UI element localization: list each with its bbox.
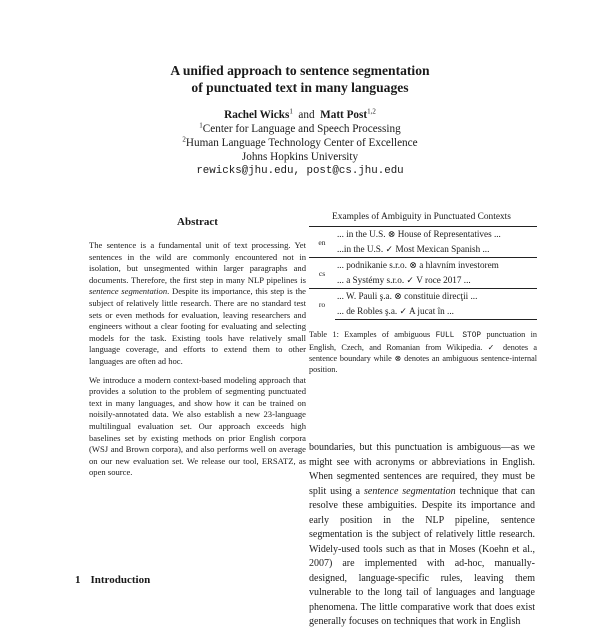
- title-line-1: A unified approach to sentence segmentation: [170, 63, 430, 78]
- lang-cell: cs: [309, 258, 335, 289]
- abstract-text: The sentence is a fundamental unit of text processing. Yet sentences in the wild are commonly encountered not in isolation, but unsegmented within larger paragraphs and documents. Therefore, the first step in many NLP pipelines is: [89, 240, 306, 285]
- author-block: [0, 108, 600, 178]
- example-cell: ...in the U.S. ✓ Most Mexican Spanish ...: [337, 244, 490, 254]
- affiliation-line: [0, 136, 600, 150]
- author-name: Matt Post: [320, 109, 368, 121]
- table-row: [309, 258, 537, 274]
- section-number: 1: [75, 574, 81, 586]
- example-cell: ... a Systémy s.r.o. ✓ V roce 2017 ...: [337, 275, 471, 285]
- author-line: [0, 108, 600, 122]
- abstract-text: . Despite its importance, this step is the subject of relatively little research. There are no standard test sets or even methods for evaluation, leaving researchers and engineers without a clear footing for evaluating and selecting models for the task. Existing tools have relatively small language coverage, and efforts to extend them to other languages are often ad hoc.: [89, 286, 306, 366]
- table-figure: [309, 212, 537, 375]
- lang-cell: en: [309, 227, 335, 258]
- caption-code: FULL STOP: [435, 332, 482, 340]
- intro-body-text: [309, 441, 535, 630]
- title-line-2: of punctuated text in many languages: [191, 80, 409, 95]
- body-paragraph: [309, 441, 535, 630]
- example-cell: ... de Robles ş.a. ✓ A jucat în ...: [335, 304, 537, 320]
- section-heading: [75, 574, 150, 586]
- table-row: [309, 227, 537, 243]
- table-row: [309, 289, 537, 305]
- body-text: boundaries, but this punctuation is ambiguous—as we might see with acronyms or abbreviations in English. When segmented sentences are required, they must be split using a: [309, 442, 535, 497]
- paper-title: [0, 62, 600, 96]
- abstract-paragraph: [89, 240, 306, 368]
- example-cell: ... podnikanie s.r.o. ⊗ a hlavním investorem: [335, 258, 537, 274]
- author-name: Rachel Wicks: [224, 109, 290, 121]
- lang-cell: ro: [309, 289, 335, 320]
- author-superscript: 1,2: [367, 107, 376, 116]
- body-text: technique that can resolve these ambiguities. Despite its importance and early position in the NLP pipeline, sentence segmentation is the subject of relatively little research. Widely-used tools such as that in Moses (Koehn et al., 2007) are implemented with ad-hoc, manually-designed, language-specific rules, leaving them vulnerable to the long tail of languages and language phenomena. The little comparative work that does exist generally focuses on techniques that work in English: [309, 485, 536, 627]
- table-row: [309, 273, 537, 289]
- abstract-paragraph: We introduce a modern context-based modeling approach that provides a solution to the problem of segmenting punctuated text in many languages, and show how it can be trained on noisily-annotated data. We also establish a new 23-language multilingual evaluation set. Our approach exceeds high baselines set by existing methods on prior English corpora (WSJ and Brown corpora), and also performs well on average on our new evaluation set. We release our tool, ERSATZ, as open source.: [89, 374, 306, 478]
- institution: Johns Hopkins University: [241, 151, 359, 163]
- ambiguity-table: [309, 226, 537, 320]
- table-row: [309, 242, 537, 258]
- affiliation-superscript: 2: [182, 135, 186, 144]
- author-conjunction: and: [298, 109, 315, 121]
- abstract-heading: Abstract: [177, 216, 218, 228]
- affiliation: Center for Language and Speech Processing: [202, 123, 401, 135]
- affiliation-superscript: 1: [199, 121, 203, 130]
- example-cell: ... W. Pauli ş.a. ⊗ constituie direcţii ...: [335, 289, 537, 305]
- abstract-section: [89, 216, 306, 486]
- body-emphasis: sentence segmentation: [363, 485, 456, 497]
- affiliation-line: [0, 122, 600, 136]
- affiliation: Human Language Technology Center of Excellence: [185, 137, 418, 149]
- caption-text: Table 1: Examples of ambiguous: [309, 330, 436, 339]
- table-caption: [309, 329, 537, 375]
- abstract-emphasis: sentence segmentation: [89, 286, 168, 297]
- caption-text: punctuation in English, Czech, and Romanian from Wikipedia. ✓ denotes a sentence boundary while ⊗ denotes an ambiguous sentence-internal position.: [309, 330, 537, 374]
- author-superscript: 1: [289, 107, 293, 116]
- table-row: [309, 304, 537, 320]
- author-emails: rewicks@jhu.edu, post@cs.jhu.edu: [196, 165, 404, 177]
- example-cell: ... in the U.S. ⊗ House of Representatives ...: [335, 227, 537, 243]
- table-title: Examples of Ambiguity in Punctuated Contexts: [332, 212, 511, 222]
- section-title: Introduction: [90, 574, 151, 586]
